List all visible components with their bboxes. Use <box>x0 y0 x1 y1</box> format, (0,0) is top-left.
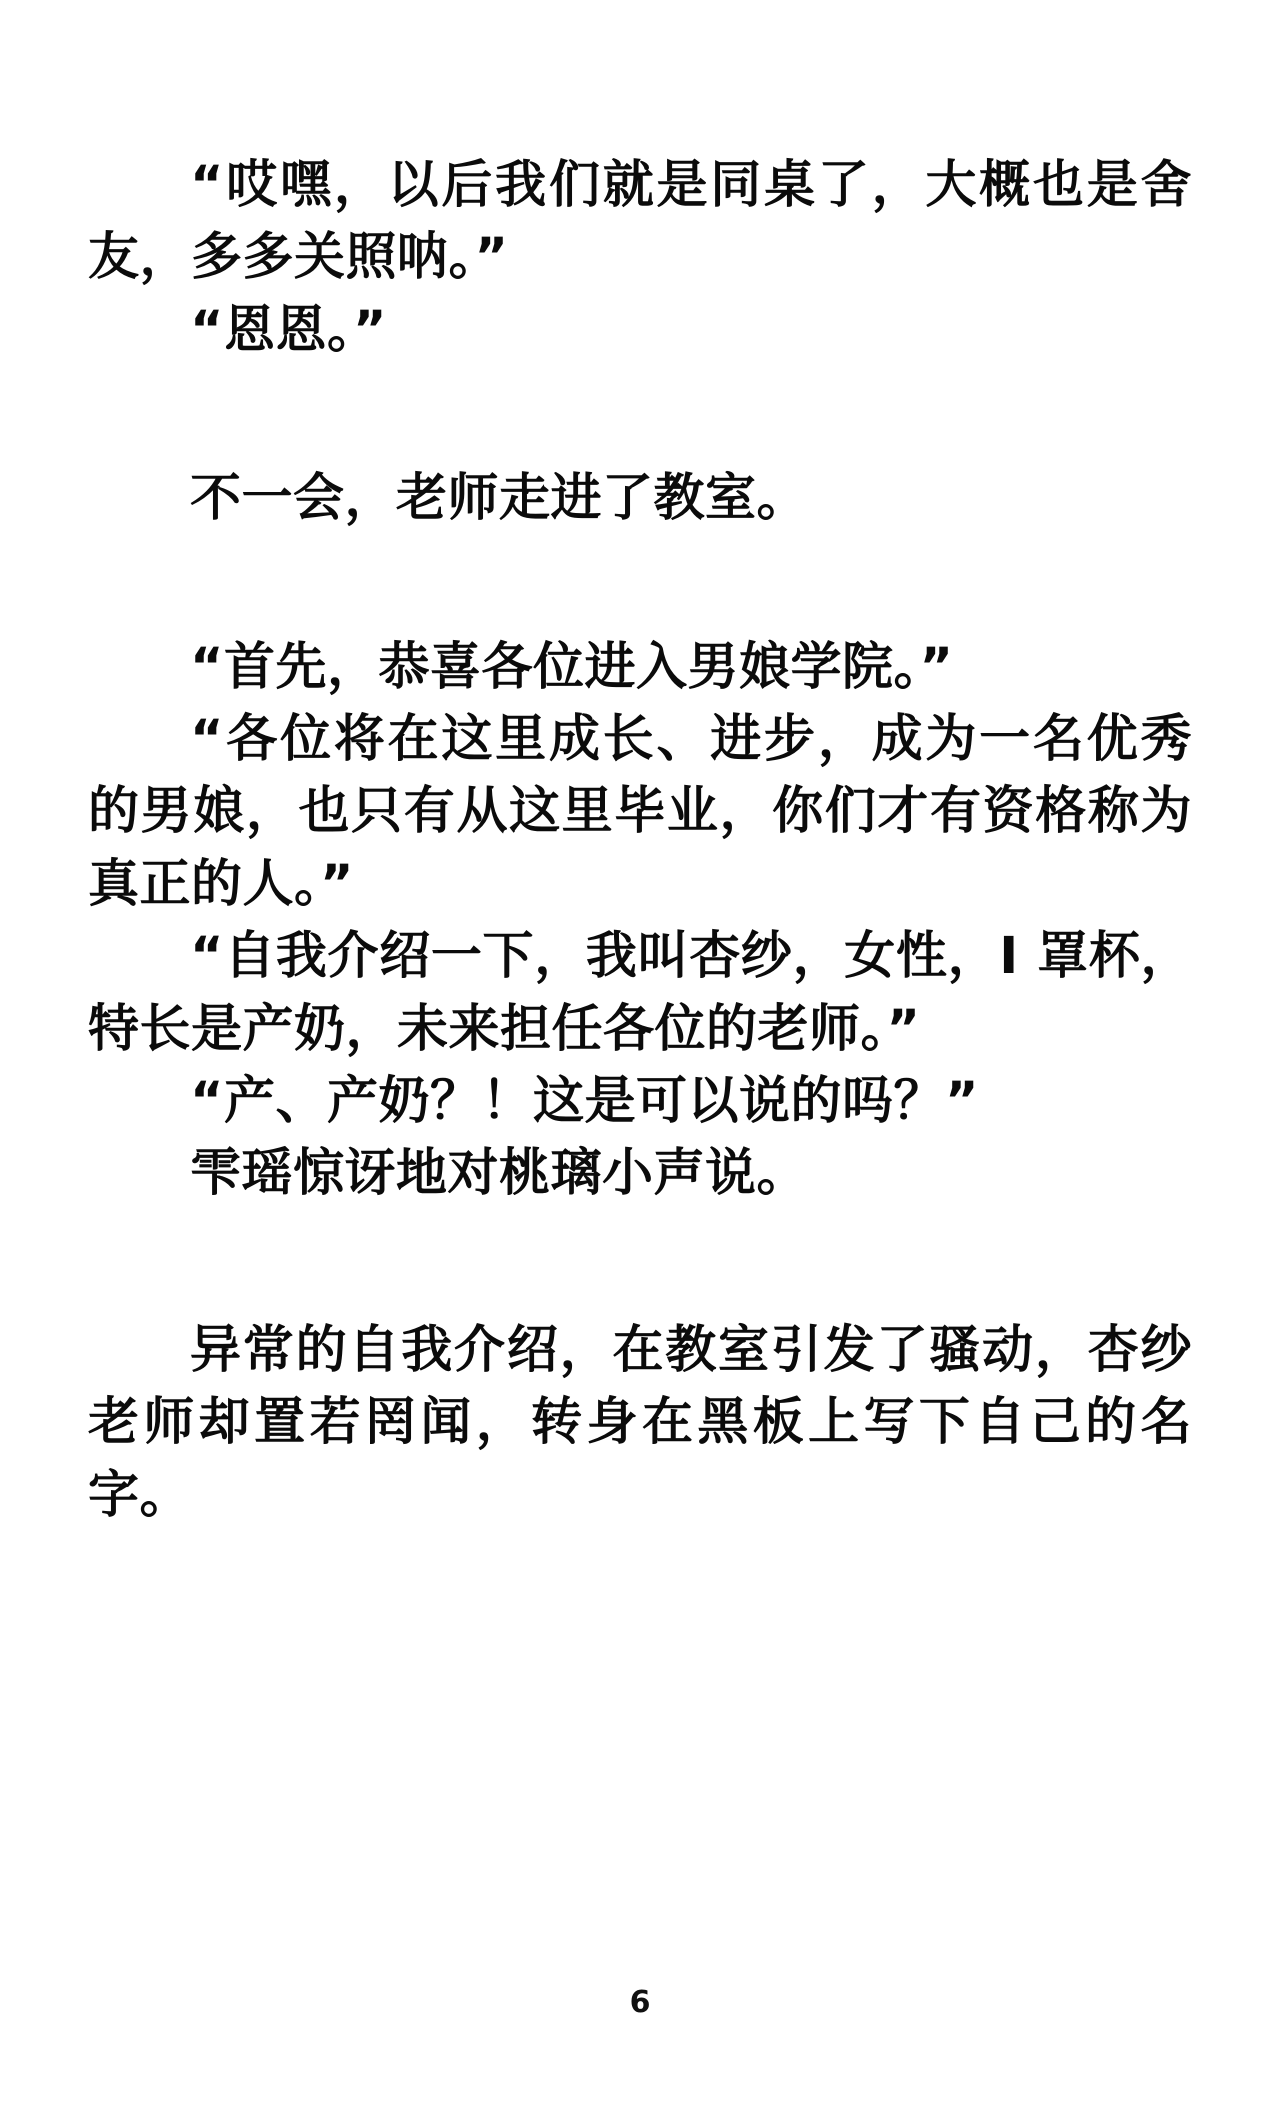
paragraph: “恩恩。” <box>190 300 388 360</box>
paragraph: 异常的自我介绍，在教室引发了骚动，杏纱老师却置若罔闻，转身在黑板上写下自己的名字。 <box>88 1320 1192 1525</box>
block-spacer <box>88 536 1192 632</box>
paragraph: “自我介绍一下，我叫杏纱，女性，I 罩杯，特长是产奶，未来担任各位的老师。” <box>88 927 1192 1059</box>
text-block-1 <box>88 150 1192 367</box>
text-block-2 <box>88 463 1192 535</box>
page-body <box>88 150 1192 1532</box>
paragraph: “产、产奶？！这是可以说的吗？” <box>190 1072 980 1132</box>
paragraph: “哎嘿，以后我们就是同桌了，大概也是舍友，多多关照呐。” <box>88 156 1192 288</box>
paragraph: “各位将在这里成长、进步，成为一名优秀的男娘，也只有从这里毕业，你们才有资格称为真正的人。” <box>88 710 1192 914</box>
block-spacer <box>88 367 1192 463</box>
paragraph: “首先，恭喜各位进入男娘学院。” <box>190 637 954 697</box>
paragraph: 不一会，老师走进了教室。 <box>190 469 809 529</box>
text-block-4 <box>88 1315 1192 1532</box>
text-block-3 <box>88 632 1192 1211</box>
block-spacer <box>88 1211 1192 1315</box>
paragraph: 雫瑶惊讶地对桃璃小声说。 <box>190 1144 809 1204</box>
page-number: 6 <box>629 1985 651 2020</box>
